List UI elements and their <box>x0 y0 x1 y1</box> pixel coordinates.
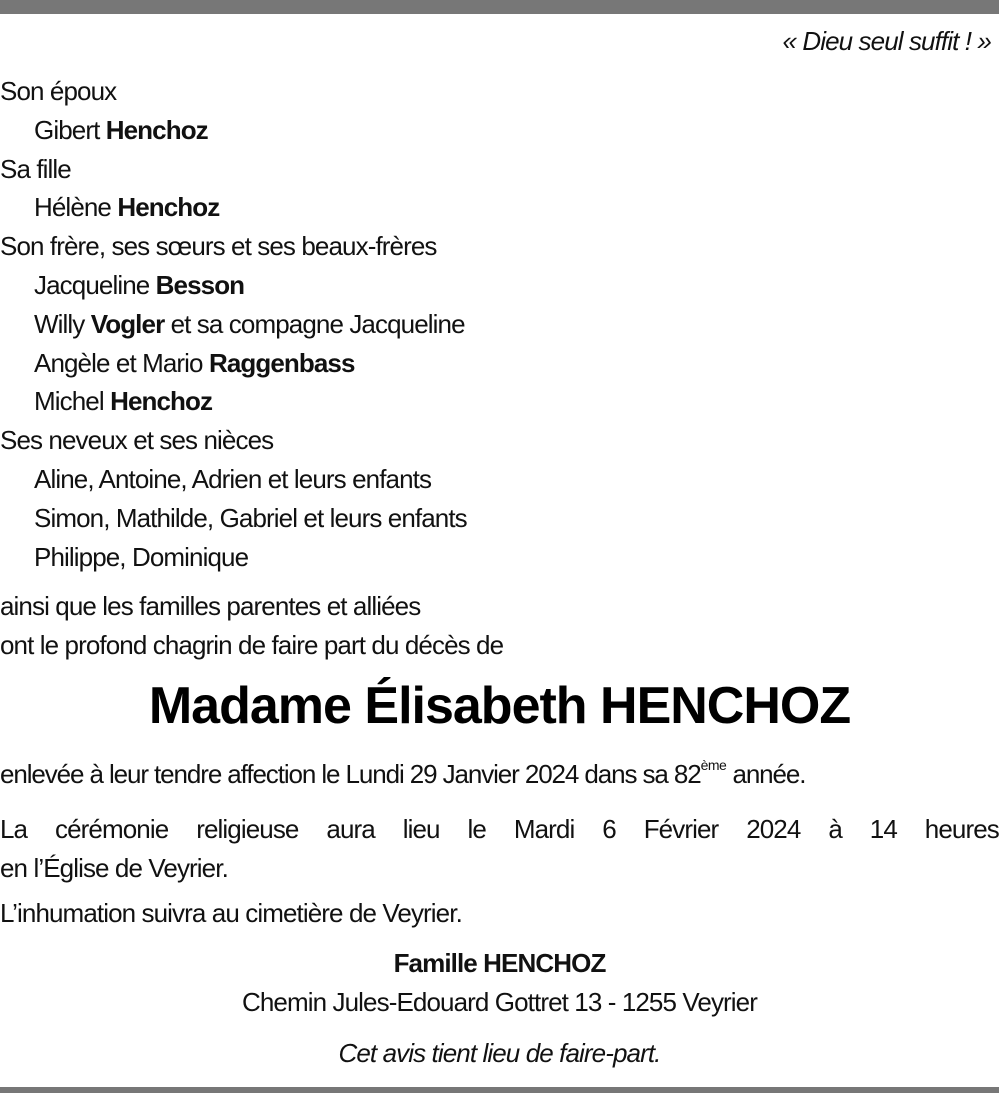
family-list <box>0 72 467 576</box>
family-member <box>0 499 467 538</box>
relation-label: Son époux <box>0 76 117 106</box>
bottom-rule <box>0 1087 999 1093</box>
notice-footer: Cet avis tient lieu de faire-part. <box>338 1038 661 1068</box>
deceased-name: Madame Élisabeth HENCHOZ <box>148 677 851 735</box>
ceremony-word: à <box>828 814 842 844</box>
ceremony-word: le <box>467 814 486 844</box>
family-member <box>0 344 467 383</box>
member-last-name: Vogler <box>90 308 165 339</box>
motto: « Dieu seul suffit ! » <box>782 26 991 56</box>
death-statement-text: enlevée à leur tendre affection le Lundi 29 Janvier 2024 dans sa 82 <box>0 759 701 789</box>
family-member <box>0 111 467 150</box>
member-last-name: Henchoz <box>105 114 208 145</box>
ceremony-word: La <box>0 814 28 844</box>
member-first-name: Hélène <box>34 192 118 223</box>
announcement-intro <box>0 587 503 665</box>
ceremony-word: 14 <box>869 814 897 844</box>
member-first-name: Michel <box>34 386 111 417</box>
intro-line-1: ainsi que les familles parentes et alliées <box>0 591 421 621</box>
ceremony-word: 2024 <box>746 814 801 844</box>
ceremony-word: religieuse <box>196 814 299 844</box>
member-note: et sa compagne Jacqueline <box>164 308 465 339</box>
family-signature: Famille HENCHOZ <box>393 948 606 978</box>
member-first-name: Angèle et Mario <box>34 347 209 378</box>
ordinal-suffix: ème <box>700 757 727 773</box>
ceremony-word: Février <box>643 814 719 844</box>
member-first-name: Philippe, Dominique <box>34 541 249 572</box>
family-member <box>0 460 467 499</box>
ceremony-line-1 <box>0 810 999 849</box>
ceremony-word: cérémonie <box>55 814 169 844</box>
member-last-name: Raggenbass <box>208 347 355 378</box>
ceremony-line-2: en l’Église de Veyrier. <box>0 853 228 883</box>
death-statement <box>0 759 999 790</box>
family-member <box>0 382 467 421</box>
intro-line-2: ont le profond chagrin de faire part du décès de <box>0 630 504 660</box>
ceremony-word: lieu <box>402 814 440 844</box>
member-first-name: Jacqueline <box>34 269 156 300</box>
member-first-name: Aline, Antoine, Adrien et leurs enfants <box>34 463 432 494</box>
member-first-name: Simon, Mathilde, Gabriel et leurs enfants <box>34 502 467 533</box>
family-member <box>0 188 467 227</box>
member-last-name: Henchoz <box>110 386 213 417</box>
family-member <box>0 538 467 577</box>
ceremony-info <box>0 810 999 888</box>
relation-label: Sa fille <box>0 153 71 184</box>
ceremony-word: heures <box>924 814 999 844</box>
family-member <box>0 266 467 305</box>
family-address: Chemin Jules-Edouard Gottret 13 - 1255 Veyrier <box>242 987 757 1017</box>
relation-label: Son frère, ses sœurs et ses beaux-frères <box>0 231 437 262</box>
ceremony-word: aura <box>326 814 375 844</box>
ceremony-word: Mardi <box>513 814 575 844</box>
relation-label: Ses neveux et ses nièces <box>0 425 274 456</box>
member-first-name: Willy <box>34 308 91 339</box>
burial-info: L’inhumation suivra au cimetière de Veyrier. <box>0 898 462 928</box>
member-last-name: Henchoz <box>117 192 220 223</box>
member-last-name: Besson <box>155 269 245 300</box>
ceremony-word: 6 <box>602 814 616 844</box>
family-member <box>0 305 467 344</box>
member-first-name: Gibert <box>34 114 106 145</box>
death-statement-end: année. <box>726 759 806 789</box>
